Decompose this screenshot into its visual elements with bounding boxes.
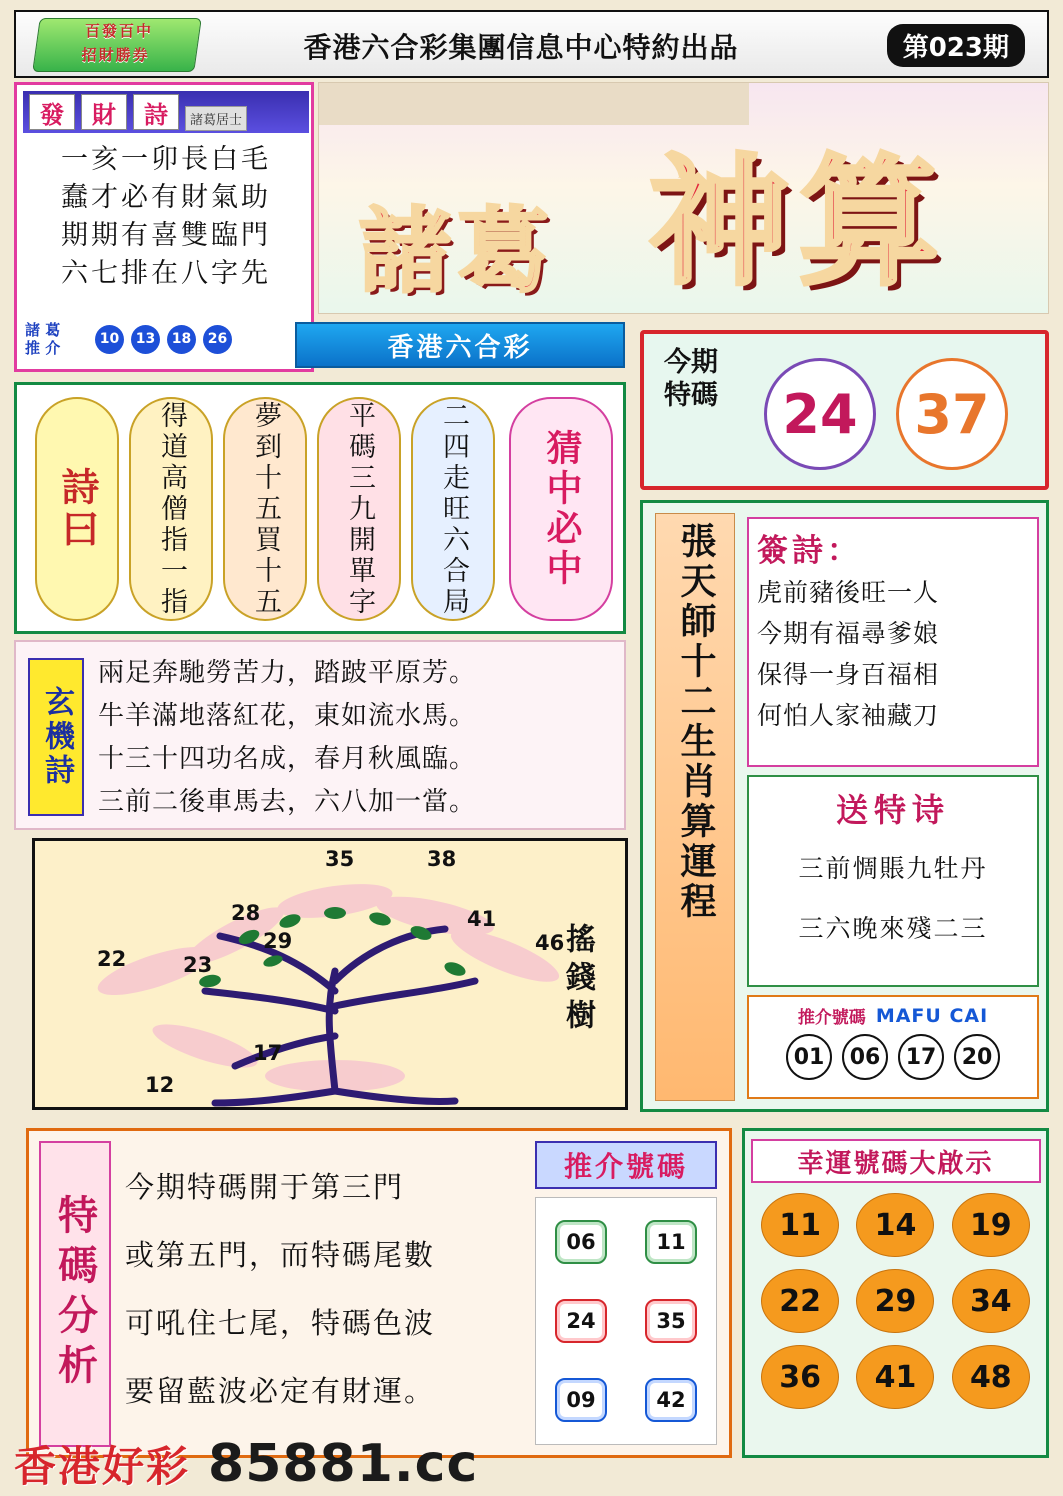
zts-recommend-label: 推介號碼 <box>797 1008 866 1028</box>
fortune-poem-numbers <box>95 325 232 354</box>
tema-analysis-line: 或第五門，而特碼尾數 <box>125 1238 436 1272</box>
lucky-ball: 11 <box>761 1193 839 1257</box>
shiyue-capsule <box>509 397 613 621</box>
special-number-ball: 37 <box>896 358 1008 470</box>
number-ball: 26 <box>203 325 232 354</box>
lottery-subtitle-bar <box>295 322 625 368</box>
main-banner <box>318 82 1049 314</box>
songteshi-line: 三六晚來殘二三 <box>798 914 988 943</box>
fortune-poem-char-1: 發 <box>29 94 75 130</box>
shiyue-capsule <box>317 397 401 621</box>
number-chip: 24 <box>555 1299 607 1343</box>
shiyue-text: 猜中必中 <box>541 429 582 589</box>
number-ball: 13 <box>131 325 160 354</box>
lucky-ball: 41 <box>856 1345 934 1409</box>
banner-word-2: 神算 <box>649 141 950 305</box>
number-chip: 11 <box>645 1220 697 1264</box>
footer-site-url: 85881.cc <box>208 1434 479 1494</box>
lucky-ball: 14 <box>856 1193 934 1257</box>
tree-number: 28 <box>231 901 261 925</box>
lucky-row <box>753 1269 1039 1333</box>
lucky-ball: 34 <box>952 1269 1030 1333</box>
fortune-poem-line: 一亥一卯長白毛 <box>61 144 271 175</box>
number-ball: 01 <box>786 1034 832 1080</box>
tema-recommend-header <box>535 1141 717 1189</box>
tema-analysis-panel <box>26 1128 732 1458</box>
tree-number: 22 <box>97 947 127 971</box>
number-ball: 20 <box>954 1034 1000 1080</box>
xuanji-label-text: 玄機詩 <box>39 686 74 788</box>
number-chip: 06 <box>555 1220 607 1264</box>
tema-recommend-row <box>536 1378 716 1422</box>
tree-number: 29 <box>263 929 293 953</box>
tema-analysis-line: 今期特碼開于第三門 <box>125 1170 405 1204</box>
lucky-row <box>753 1193 1039 1257</box>
zhang-tianshi-title-text: 張天師十二生肖算運程 <box>675 522 716 922</box>
fortune-poem-recommend-label <box>25 321 95 357</box>
tema-analysis-line: 可吼住七尾，特碼色波 <box>125 1306 436 1340</box>
fortune-poem-char-2: 財 <box>81 94 127 130</box>
number-chip: 42 <box>645 1378 697 1422</box>
number-chip: 09 <box>555 1378 607 1422</box>
lucky-numbers-panel <box>742 1128 1049 1458</box>
tree-number: 35 <box>325 847 355 871</box>
page-title: 香港六合彩集團信息中心特約出品 <box>303 31 739 64</box>
shiyue-text: 二四走旺六合局 <box>438 400 469 618</box>
footer-watermark <box>0 1434 1063 1494</box>
lucky-numbers-header <box>751 1139 1041 1183</box>
shiyue-panel <box>14 382 626 634</box>
lucky-ball: 48 <box>952 1345 1030 1409</box>
qianshi-title: 簽詩： <box>757 533 862 569</box>
zts-recommend-header <box>755 1003 1031 1028</box>
lucky-ball: 29 <box>856 1269 934 1333</box>
lucky-ball: 22 <box>761 1269 839 1333</box>
qianshi-line: 今期有福尋爹娘 <box>757 619 940 648</box>
fortune-poem-line: 六七排在八字先 <box>61 258 271 289</box>
fortune-poem-recommend <box>25 317 309 361</box>
tree-number: 46 <box>535 931 565 955</box>
footer-site-name: 香港好彩 <box>14 1442 191 1491</box>
shiyue-capsule <box>129 397 213 621</box>
fortune-poem-line: 期期有喜雙臨門 <box>61 220 271 251</box>
lucky-ball: 36 <box>761 1345 839 1409</box>
lucky-numbers-title: 幸運號碼大啟示 <box>797 1148 994 1179</box>
shiyue-capsule <box>411 397 495 621</box>
special-number-ball: 24 <box>764 358 876 470</box>
songteshi-title: 送特诗 <box>835 791 950 829</box>
zts-recommend-box <box>747 995 1039 1099</box>
fortune-poem-panel <box>14 82 314 372</box>
zhang-tianshi-panel <box>640 500 1049 1112</box>
shiyue-capsule <box>223 397 307 621</box>
qianshi-line: 虎前豬後旺一人 <box>757 578 940 607</box>
zts-recommend-numbers <box>755 1034 1031 1080</box>
recommend-label-top: 諸 葛 <box>25 321 61 339</box>
fortune-poem-lines <box>27 141 305 293</box>
shiyue-capsule <box>35 397 119 621</box>
number-ball: 06 <box>842 1034 888 1080</box>
lucky-ball: 19 <box>952 1193 1030 1257</box>
lucky-numbers-grid <box>753 1193 1039 1409</box>
fortune-poem-tag: 諸葛居士 <box>185 106 247 131</box>
brand-logo-line1: 百發百中 <box>84 22 153 40</box>
tema-analysis-label-text: 特碼分析 <box>51 1194 98 1394</box>
xuanji-line: 兩足奔馳勞苦力，踏跛平原芳。 <box>98 658 477 688</box>
shiyue-text: 詩曰 <box>55 467 99 551</box>
fortune-poem-char-3: 詩 <box>133 94 179 130</box>
zhang-tianshi-title <box>655 513 735 1101</box>
xuanji-line: 三前二後車馬去，六八加一當。 <box>98 787 477 817</box>
qianshi-line: 何怕人家袖藏刀 <box>757 701 940 730</box>
number-chip: 35 <box>645 1299 697 1343</box>
tema-recommend-row <box>536 1299 716 1343</box>
page-header <box>14 10 1049 78</box>
recommend-label-bottom: 推 介 <box>25 339 61 357</box>
brand-logo-line2: 招財勝券 <box>81 46 150 64</box>
tema-recommend-title: 推介號碼 <box>563 1150 688 1183</box>
songteshi-box <box>747 775 1039 987</box>
lottery-subtitle: 香港六合彩 <box>387 332 533 363</box>
songteshi-line: 三前惆賬九牡丹 <box>798 854 988 883</box>
money-tree-caption: 搖錢樹 <box>560 923 595 1037</box>
shiyue-text: 夢到十五買十五 <box>250 400 281 618</box>
tree-number: 23 <box>183 953 213 977</box>
tema-recommend-row <box>536 1220 716 1264</box>
xuanji-lines <box>98 652 620 824</box>
number-ball: 18 <box>167 325 196 354</box>
fortune-poem-line: 蠢才必有財氣助 <box>61 182 271 213</box>
lucky-row <box>753 1345 1039 1409</box>
tema-analysis-text <box>125 1153 565 1425</box>
number-ball: 10 <box>95 325 124 354</box>
shiyue-text: 得道高僧指一指 <box>156 400 187 618</box>
tema-recommend-grid <box>535 1197 717 1445</box>
xuanji-line: 牛羊滿地落紅花，東如流水馬。 <box>98 701 477 731</box>
issue-badge: 第023期 <box>887 24 1025 67</box>
qianshi-box <box>747 517 1039 767</box>
fortune-poem-header <box>23 91 309 133</box>
special-number-label: 今期特碼 <box>664 347 718 411</box>
tree-number: 17 <box>253 1041 283 1065</box>
xuanji-line: 十三十四功名成，春月秋風臨。 <box>98 744 477 774</box>
money-tree-panel <box>32 838 628 1110</box>
brand-logo <box>32 18 202 72</box>
number-ball: 17 <box>898 1034 944 1080</box>
tema-analysis-line: 要留藍波必定有財運。 <box>125 1374 436 1408</box>
qianshi-line: 保得一身百福相 <box>757 660 940 689</box>
money-tree-illustration <box>35 841 628 1110</box>
tree-number: 12 <box>145 1073 175 1097</box>
special-number-panel <box>640 330 1049 490</box>
shiyue-text: 平碼三九開單字 <box>344 400 375 618</box>
xuanji-label <box>28 658 84 816</box>
xuanji-panel <box>14 640 626 830</box>
tree-number: 38 <box>427 847 457 871</box>
tema-analysis-label <box>39 1141 111 1447</box>
zts-recommend-en: MAFU CAI <box>875 1004 989 1027</box>
tree-number: 41 <box>467 907 497 931</box>
banner-word-1: 諸葛 <box>359 197 556 305</box>
